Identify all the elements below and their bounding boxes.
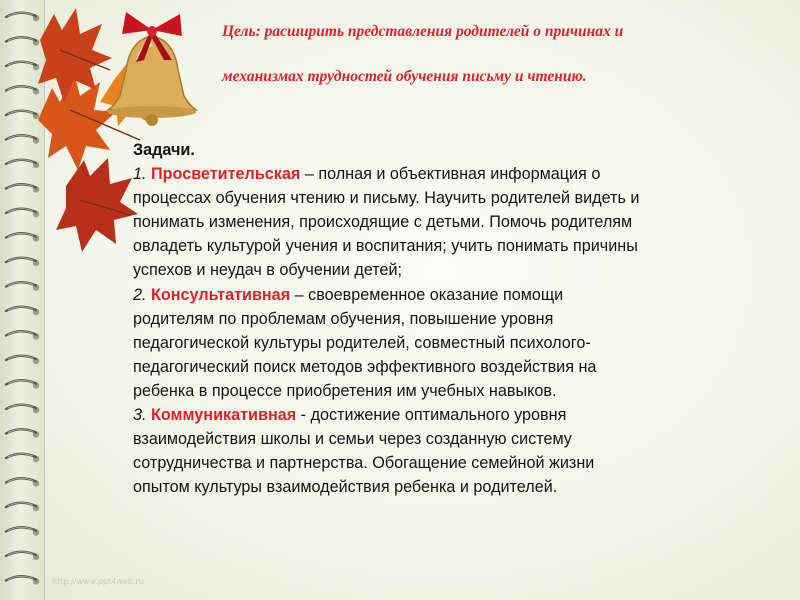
task-text: процессах обучения чтению и письму. Научить родителей видеть и — [133, 189, 640, 208]
task-line — [133, 451, 773, 475]
watermark: http://www.ppt4web.ru — [52, 577, 144, 586]
notebook-ring-icon — [6, 429, 39, 437]
task-line — [133, 355, 773, 379]
task-text: ребенка в процессе приобретения им учебных навыков. — [133, 381, 557, 400]
task-text: педагогической культуры родителей, совместный психолого- — [133, 333, 591, 352]
task-number: 1. — [133, 165, 151, 184]
notebook-ring-icon — [6, 331, 39, 339]
notebook-ring-icon — [6, 503, 39, 511]
task-text: - достижение оптимального уровня — [296, 406, 567, 425]
task-title: Консультативная — [151, 285, 291, 304]
task-text: педагогический поиск методов эффективного воздействия на — [133, 357, 597, 376]
task-title: Коммуникативная — [151, 406, 297, 425]
task-text: понимать изменения, происходящие с детьми. Помочь родителям — [133, 213, 633, 232]
notebook-ring-icon — [6, 576, 39, 584]
task-line — [133, 403, 773, 427]
task-text: взаимодействия школы и семьи через созданную систему — [133, 430, 572, 449]
task-line — [133, 283, 773, 307]
notebook-ring-icon — [6, 405, 39, 413]
task-number: 2. — [133, 285, 151, 304]
task-text: овладеть культурой учения и воспитания; учить понимать причины — [133, 237, 638, 256]
task-number: 3. — [133, 406, 151, 425]
goal-statement — [222, 22, 782, 87]
task-text: – своевременное оказание помощи — [290, 285, 564, 304]
task-text: сотрудничества и партнерства. Обогащение семейной жизни — [133, 454, 595, 473]
task-text: успехов и неудач в обучении детей; — [133, 261, 403, 280]
task-title: Просветительская — [151, 165, 301, 184]
notebook-ring-icon — [6, 380, 39, 388]
task-line — [133, 379, 773, 403]
notebook-ring-icon — [6, 454, 39, 462]
task-line — [133, 307, 773, 331]
notebook-ring-icon — [6, 356, 39, 364]
task-line — [133, 162, 773, 186]
notebook-ring-icon — [6, 282, 39, 290]
tasks-heading: Задачи. — [133, 141, 195, 159]
notebook-ring-icon — [6, 527, 39, 535]
notebook-ring-icon — [6, 478, 39, 486]
notebook-ring-icon — [6, 307, 39, 315]
tasks-lines — [133, 162, 773, 499]
task-line — [133, 427, 773, 451]
task-line — [133, 475, 773, 499]
goal-line-2: механизмах трудностей обучения письму и чтению. — [222, 68, 587, 85]
task-line — [133, 331, 773, 355]
tasks-block — [133, 138, 773, 499]
task-text: – полная и объективная информация о — [300, 165, 601, 184]
goal-line-1: Цель: расширить представления родителей о причинах и — [222, 23, 624, 40]
task-line — [133, 186, 773, 210]
task-line — [133, 234, 773, 258]
notebook-ring-icon — [6, 552, 39, 560]
task-line — [133, 258, 773, 282]
task-text: опытом культуры взаимодействия ребенка и родителей. — [133, 478, 558, 497]
task-line — [133, 210, 773, 234]
task-text: родителям по проблемам обучения, повышение уровня — [133, 309, 554, 328]
